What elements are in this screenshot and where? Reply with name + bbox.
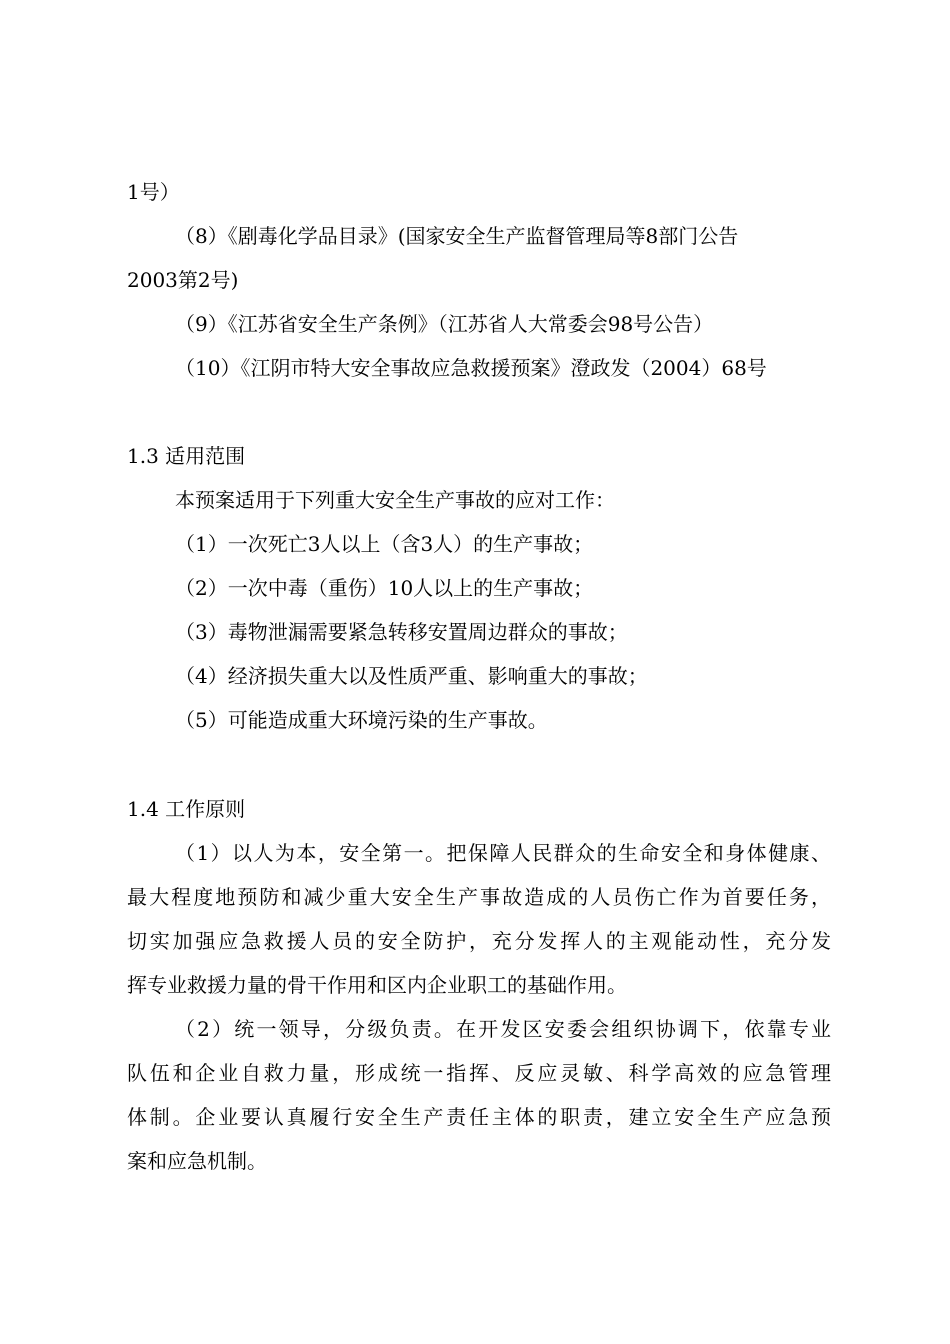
text-line: 本预案适用于下列重大安全生产事故的应对工作： <box>175 488 615 512</box>
list-item: （3）毒物泄漏需要紧急转移安置周边群众的事故； <box>175 620 628 644</box>
list-item: （2）一次中毒（重伤）10人以上的生产事故； <box>175 576 594 600</box>
text-line: （10）《江阴市特大安全事故应急救援预案》澄政发（2004）68号 <box>175 356 767 380</box>
text-line: （1）以人为本，安全第一。把保障人民群众的生命安全和身体健康、 <box>175 841 831 865</box>
text-line: 2003第2号) <box>127 268 239 292</box>
text-line: 最大程度地预防和减少重大安全生产事故造成的人员伤亡作为首要任务， <box>127 885 831 909</box>
text-line: 案和应急机制。 <box>127 1149 267 1173</box>
text-line: 1号） <box>127 180 180 204</box>
text-line: 队伍和企业自救力量，形成统一指挥、反应灵敏、科学高效的应急管理 <box>127 1061 831 1085</box>
section-heading: 1.4 工作原则 <box>127 797 246 821</box>
list-item: （5）可能造成重大环境污染的生产事故。 <box>175 708 548 732</box>
list-item: （4）经济损失重大以及性质严重、影响重大的事故； <box>175 664 648 688</box>
list-item: （1）一次死亡3人以上（含3人）的生产事故； <box>175 532 594 556</box>
text-line: 体制。企业要认真履行安全生产责任主体的职责，建立安全生产应急预 <box>127 1105 831 1129</box>
text-line: 切实加强应急救援人员的安全防护，充分发挥人的主观能动性，充分发 <box>127 929 831 953</box>
section-heading: 1.3 适用范围 <box>127 444 246 468</box>
text-line: 挥专业救援力量的骨干作用和区内企业职工的基础作用。 <box>127 973 627 997</box>
text-line: （2）统一领导，分级负责。在开发区安委会组织协调下，依靠专业 <box>175 1017 831 1041</box>
text-line: （9）《江苏省安全生产条例》（江苏省人大常委会98号公告） <box>175 312 714 336</box>
text-line: （8）《剧毒化学品目录》(国家安全生产监督管理局等8部门公告 <box>175 224 739 248</box>
